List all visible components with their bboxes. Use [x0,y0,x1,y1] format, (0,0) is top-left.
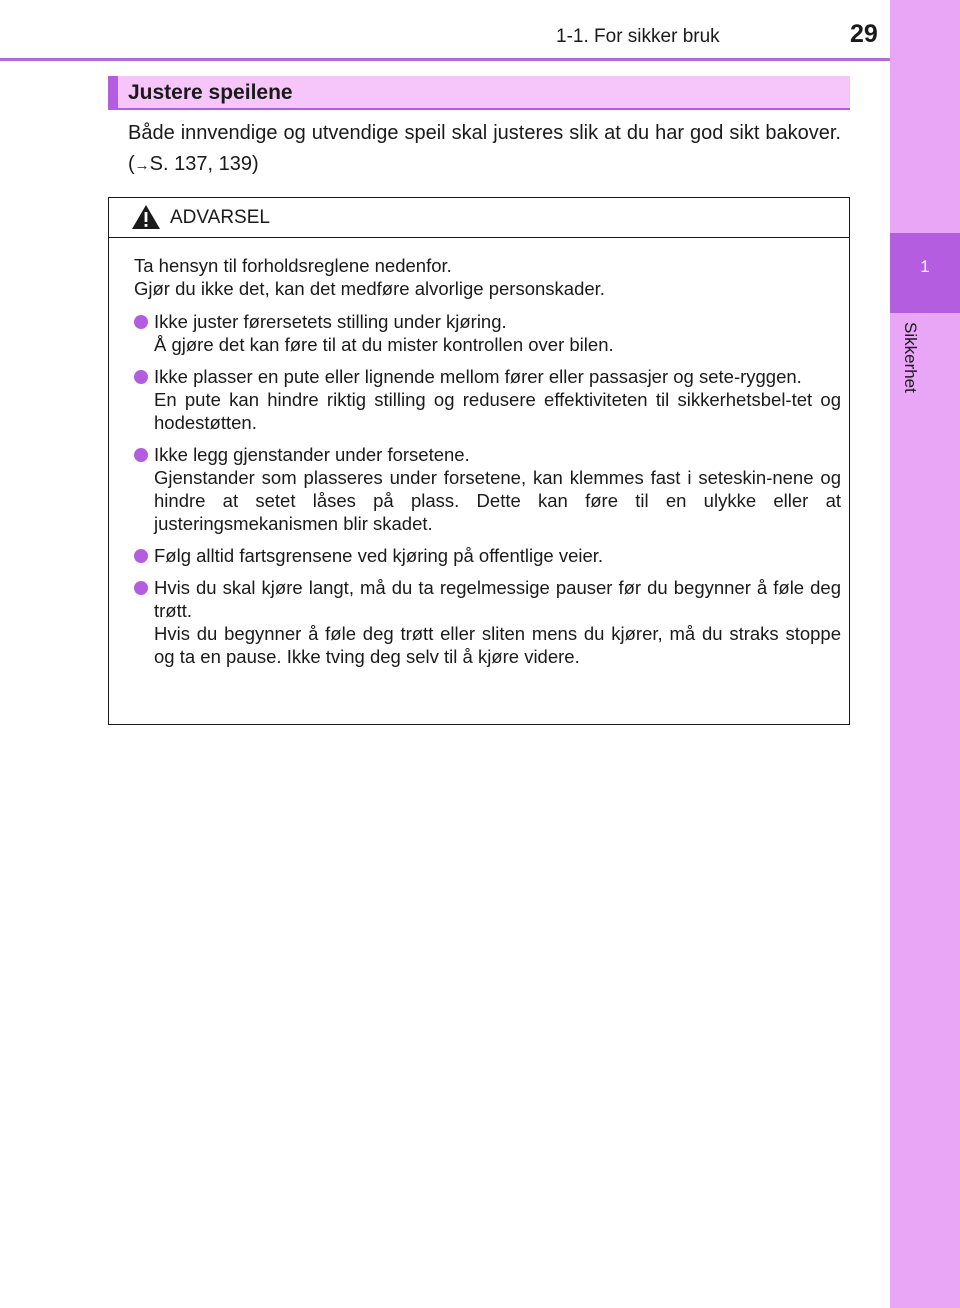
header-rule [0,58,890,61]
bullet-dot-icon [134,549,148,563]
warning-intro [134,254,841,300]
warning-triangle-icon [131,204,161,230]
warning-item [134,576,841,668]
warning-item [134,365,841,434]
warning-item [134,544,841,567]
warning-item-detail: Å gjøre det kan føre til at du mister kontrollen over bilen. [154,334,614,355]
bullet-dot-icon [134,315,148,329]
warning-item-text: Ikke legg gjenstander under forsetene. [154,444,470,465]
page-number: 29 [850,20,878,48]
warning-item [134,443,841,535]
warning-title: ADVARSEL [170,207,270,228]
warning-intro-line: Gjør du ikke det, kan det medføre alvorlige personskader. [134,278,605,299]
page-reference-link[interactable]: S. 137, 139) [149,153,259,175]
chapter-tab-number[interactable]: 1 [890,233,960,313]
warning-item-text: Følg alltid fartsgrensene ved kjøring på offentlige veier. [154,545,604,566]
warning-header [109,198,849,238]
side-thumb-bar [890,0,960,1308]
intro-paragraph [128,118,841,181]
warning-item-detail: Gjenstander som plasseres under forsetene, kan klemmes fast i seteskin-nene og hindre at setet låses på plass. Dette kan føre til en ulykke eller at justeringsmekanismen blir skadet. [154,467,841,534]
warning-item [134,310,841,356]
warning-item-detail: Hvis du begynner å føle deg trøtt eller sliten mens du kjører, må du straks stoppe og ta en pause. Ikke tving deg selv til å kjøre videre. [154,623,841,667]
bullet-dot-icon [134,448,148,462]
intro-text: Både innvendige og utvendige speil skal justeres slik at du har god sikt bakover. ( [128,122,841,175]
warning-box [108,197,850,725]
section-heading: Justere speilene [108,76,850,110]
chapter-tab-label: Sikkerhet [901,322,920,393]
arrow-right-icon: → [134,157,150,174]
warning-body [109,238,849,668]
bullet-dot-icon [134,581,148,595]
warning-intro-line: Ta hensyn til forholdsreglene nedenfor. [134,255,452,276]
warning-item-text: Ikke plasser en pute eller lignende mellom fører eller passasjer og sete-ryggen. [154,366,802,387]
bullet-dot-icon [134,370,148,384]
warning-item-text: Ikke juster førersetets stilling under kjøring. [154,311,507,332]
warning-item-detail: En pute kan hindre riktig stilling og redusere effektiviteten til sikkerhetsbel-tet og hodestøtten. [154,389,841,433]
header-section-title: 1-1. For sikker bruk [556,26,720,47]
warning-item-text: Hvis du skal kjøre langt, må du ta regelmessige pauser før du begynner å føle deg trøtt. [154,577,841,621]
